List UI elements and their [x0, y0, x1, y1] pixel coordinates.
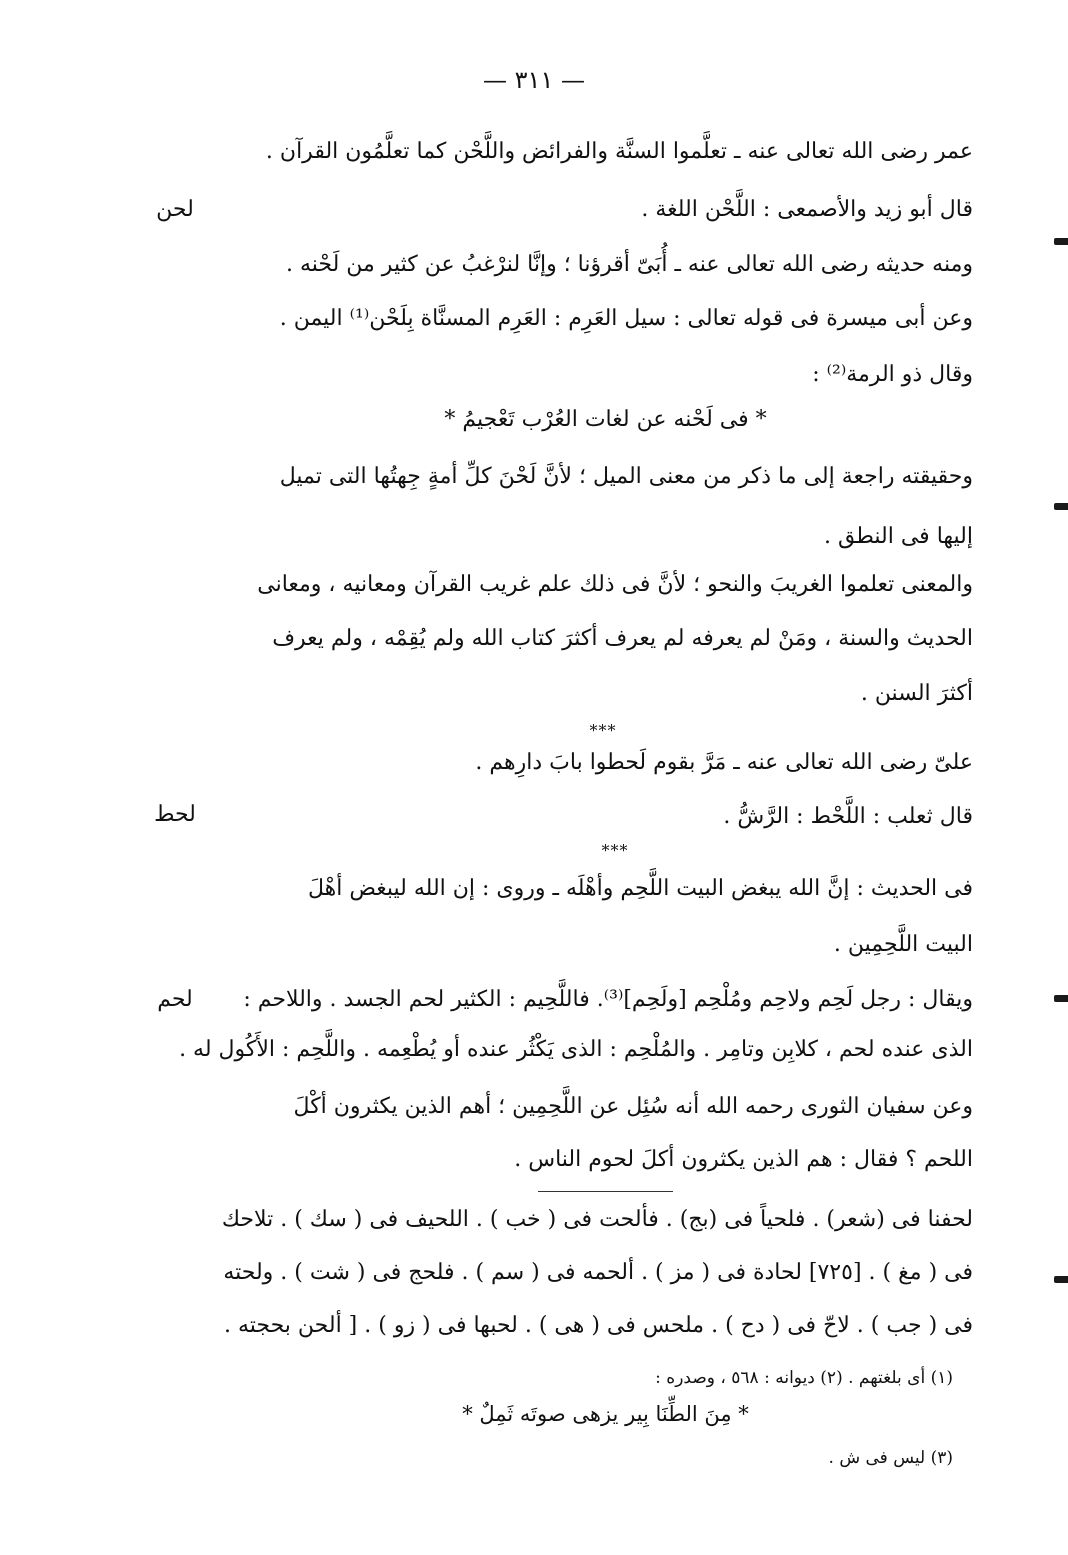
footnote-verse: * مِنَ الطِّنَا بِير يزهى صوتَه ثَمِلٌ * [462, 1402, 749, 1426]
scan-edge-mark [1054, 503, 1068, 510]
text-line: أكثرَ السنن . [860, 681, 973, 706]
text-line: وعن أبى ميسرة فى قوله تعالى : سيل العَرِم : العَرِم المسنَّاة بِلَحْن⁽¹⁾ اليمن . [279, 306, 973, 331]
text-line: والمعنى تعلموا الغريبَ والنحو ؛ لأنَّ فى ذلك علم غريب القرآن ومعانيه ، ومعانى [257, 572, 973, 597]
cross-reference-line: لحفنا فى (شعر) . فلحياً فى (بج) . فألحت فى ( خب ) . اللحيف فى ( سك ) . تلاحك [221, 1207, 973, 1232]
footnote: (١) أى بلغتهم . (٢) ديوانه : ٥٦٨ ، وصدره : [655, 1368, 953, 1388]
page-number: — ٣١١ — [483, 66, 585, 94]
scan-edge-mark [1054, 1276, 1068, 1283]
margin-headword: لحط [154, 802, 196, 827]
text-line: الحديث والسنة ، ومَنْ لم يعرفه لم يعرف أكثرَ كتاب الله ولم يُقِمْه ، ولم يعرف [272, 626, 973, 651]
text-line: إليها فى النطق . [824, 524, 973, 549]
text-line: وعن سفيان الثورى رحمه الله أنه سُئِل عن اللَّحِمِين ؛ أهم الذين يكثرون أكْلَ [293, 1094, 973, 1119]
scan-edge-mark [1054, 995, 1068, 1002]
separator-rule [538, 1191, 673, 1192]
section-separator: *** [589, 721, 617, 740]
text-line: البيت اللَّحِمِين . [833, 932, 973, 957]
text-line: قال أبو زيد والأصمعى : اللَّحْن اللغة . [641, 197, 973, 222]
scan-edge-mark [1054, 238, 1068, 245]
margin-headword: لحن [156, 197, 194, 222]
text-line: عمر رضى الله تعالى عنه ـ تعلَّموا السنَّة والفرائض واللَّحْن كما تعلَّمُون القرآن . [265, 139, 973, 164]
text-line: اللحم ؟ فقال : هم الذين يكثرون أكلَ لحوم الناس . [514, 1147, 973, 1172]
cross-reference-line: فى ( مغ ) . [٧٢٥] لحادة فى ( مز ) . ألحمه فى ( سم ) . فلحج فى ( شت ) . ولحته [223, 1260, 973, 1285]
footnote: (٣) ليس فى ش . [828, 1448, 953, 1468]
text-line: ومنه حديثه رضى الله تعالى عنه ـ أُبَىّ أقرؤنا ؛ وإنَّا لنرْغبُ عن كثير من لَحْنه . [285, 252, 973, 277]
text-line: ويقال : رجل لَحِم ولاحِم ومُلْحِم [ولَحِم]⁽³⁾. فاللَّحِيم : الكثير لحم الجسد . واللاحم : [243, 987, 973, 1012]
text-line: علىّ رضى الله تعالى عنه ـ مَرَّ بقوم لَحطوا بابَ دارِهم . [475, 750, 973, 775]
margin-headword: لحم [157, 987, 193, 1012]
section-separator: *** [601, 841, 629, 860]
text-line: وحقيقته راجعة إلى ما ذكر من معنى الميل ؛ لأنَّ لَحْنَ كلِّ أمةٍ جِهتُها التى تميل [279, 464, 973, 489]
text-line: وقال ذو الرمة⁽²⁾ : [812, 362, 973, 387]
verse-line: * فى لَحْنه عن لغات العُرْب تَعْجيمُ * [444, 407, 767, 432]
cross-reference-line: فى ( جب ) . لاحّ فى ( دح ) . ملحس فى ( هى ) . لحبها فى ( زو ) . [ ألحن بحجته . [223, 1313, 973, 1338]
text-line: فى الحديث : إنَّ الله يبغض البيت اللَّحِم وأهْلَه ـ وروى : إن الله ليبغض أهْلَ [307, 876, 973, 901]
text-line: قال ثعلب : اللَّحْط : الرَّشُّ . [723, 804, 973, 829]
text-line: الذى عنده لحم ، كلابِن وتامِر . والمُلْحِم : الذى يَكْثُر عنده أو يُطْعِمه . واللَّحِم : الأَكُول له . [179, 1037, 973, 1062]
